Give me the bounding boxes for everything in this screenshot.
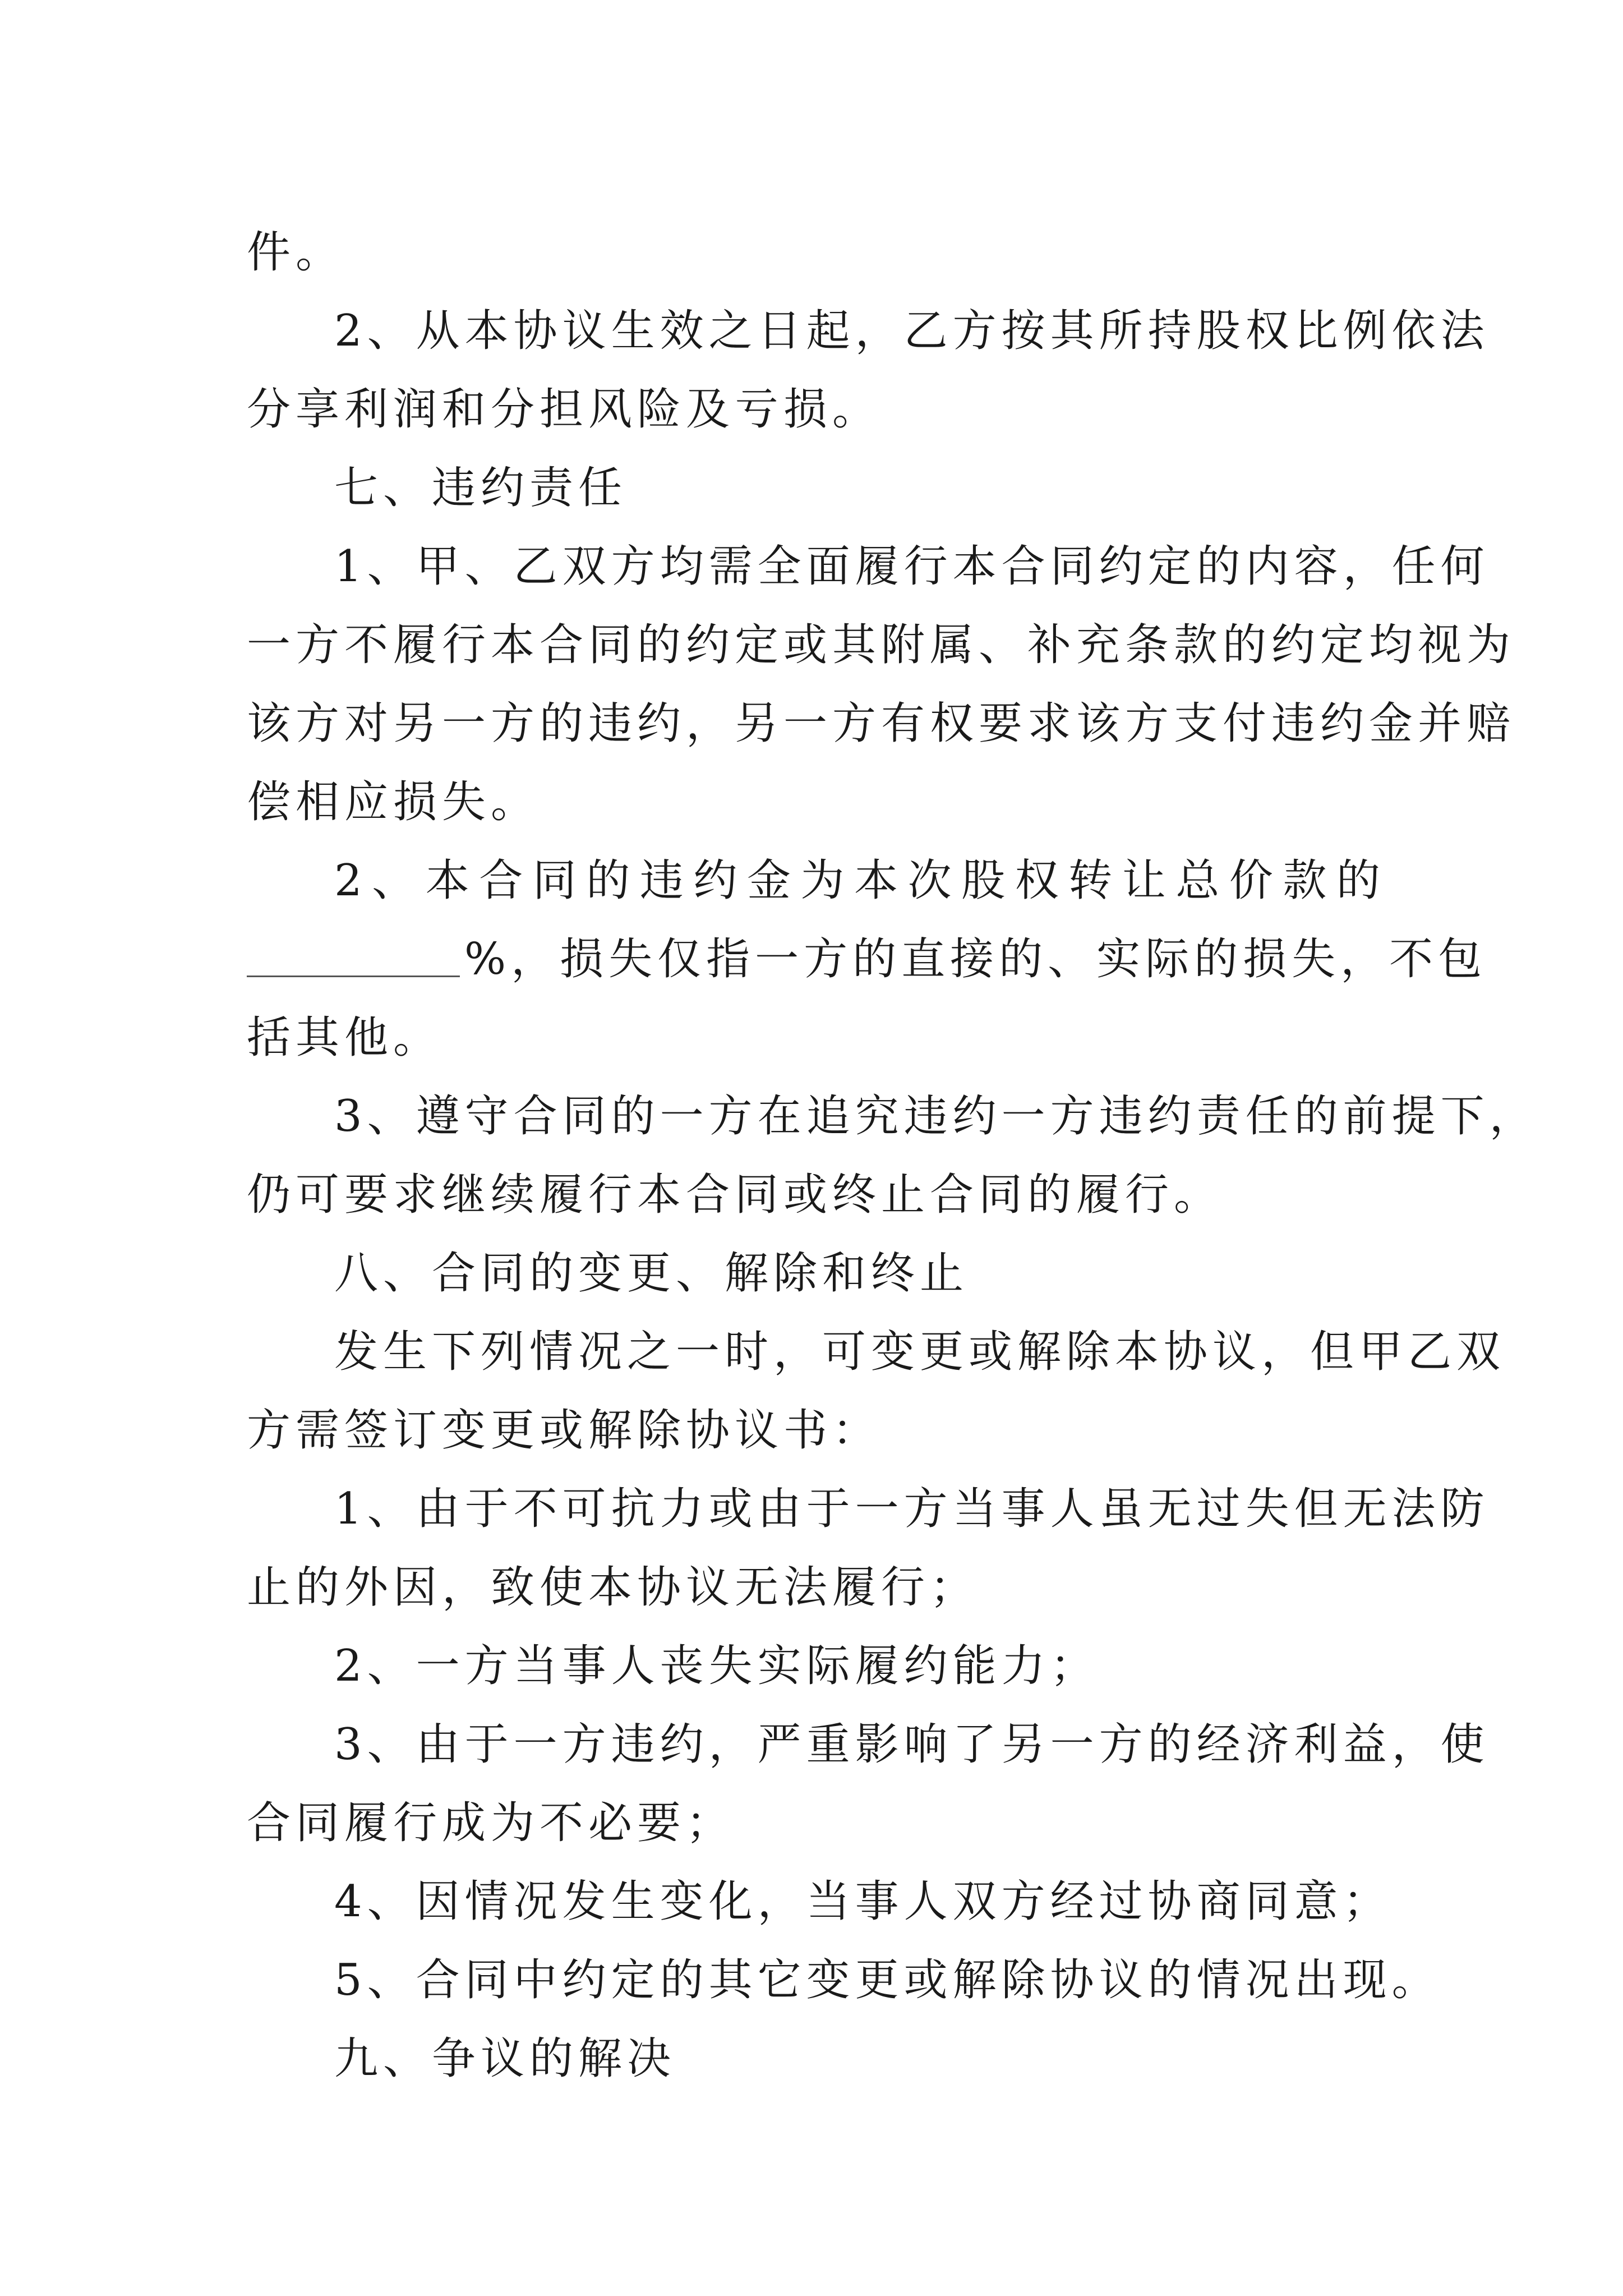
section-heading: 七、违约责任 (334, 463, 628, 513)
text-line: 止的外因，致使本协议无法履行； (247, 1562, 979, 1613)
text-line: 5、合同中约定的其它变更或解除协议的情况出现。 (334, 1955, 1441, 2005)
fill-in-blank (247, 936, 460, 977)
text-line: 发生下列情况之一时，可变更或解除本协议，但甲乙双 (334, 1327, 1506, 1377)
text-line: 件。 (247, 227, 345, 278)
text-line: 分享利润和分担风险及亏损。 (247, 384, 882, 435)
section-heading: 八、合同的变更、解除和终止 (334, 1248, 969, 1299)
text-line: 括其他。 (247, 1013, 442, 1063)
text-line: 3、遵守合同的一方在追究违约一方违约责任的前提下， (334, 1091, 1538, 1142)
text-line: 方需签订变更或解除协议书： (247, 1405, 882, 1456)
text-line: 4、因情况发生变化，当事人双方经过协商同意； (334, 1876, 1392, 1927)
text-line: 2、本合同的违约金为本次股权转让总价款的 (334, 855, 1385, 906)
text-line-with-blank (247, 920, 1487, 999)
text-line: 1、甲、乙双方均需全面履行本合同约定的内容，任何 (334, 541, 1490, 592)
text-fragment: %，损失仅指一方的直接的、实际的损失，不包 (464, 934, 1487, 984)
text-line: 2、从本协议生效之日起，乙方按其所持股权比例依法 (334, 306, 1490, 356)
text-line: 偿相应损失。 (247, 777, 540, 827)
text-line: 一方不履行本合同的约定或其附属、补充条款的约定均视为 (247, 620, 1516, 670)
text-line: 合同履行成为不必要； (247, 1798, 735, 1848)
text-line: 2、一方当事人丧失实际履约能力； (334, 1641, 1099, 1691)
text-line: 该方对另一方的违约，另一方有权要求该方支付违约金并赔 (247, 698, 1516, 749)
text-line: 仍可要求继续履行本合同或终止合同的履行。 (247, 1170, 1223, 1220)
document-body (247, 213, 1538, 2098)
text-line: 3、由于一方违约，严重影响了另一方的经济利益，使 (334, 1719, 1490, 1770)
section-heading: 九、争议的解决 (334, 2033, 676, 2084)
text-line: 1、由于不可抗力或由于一方当事人虽无过失但无法防 (334, 1484, 1490, 1534)
